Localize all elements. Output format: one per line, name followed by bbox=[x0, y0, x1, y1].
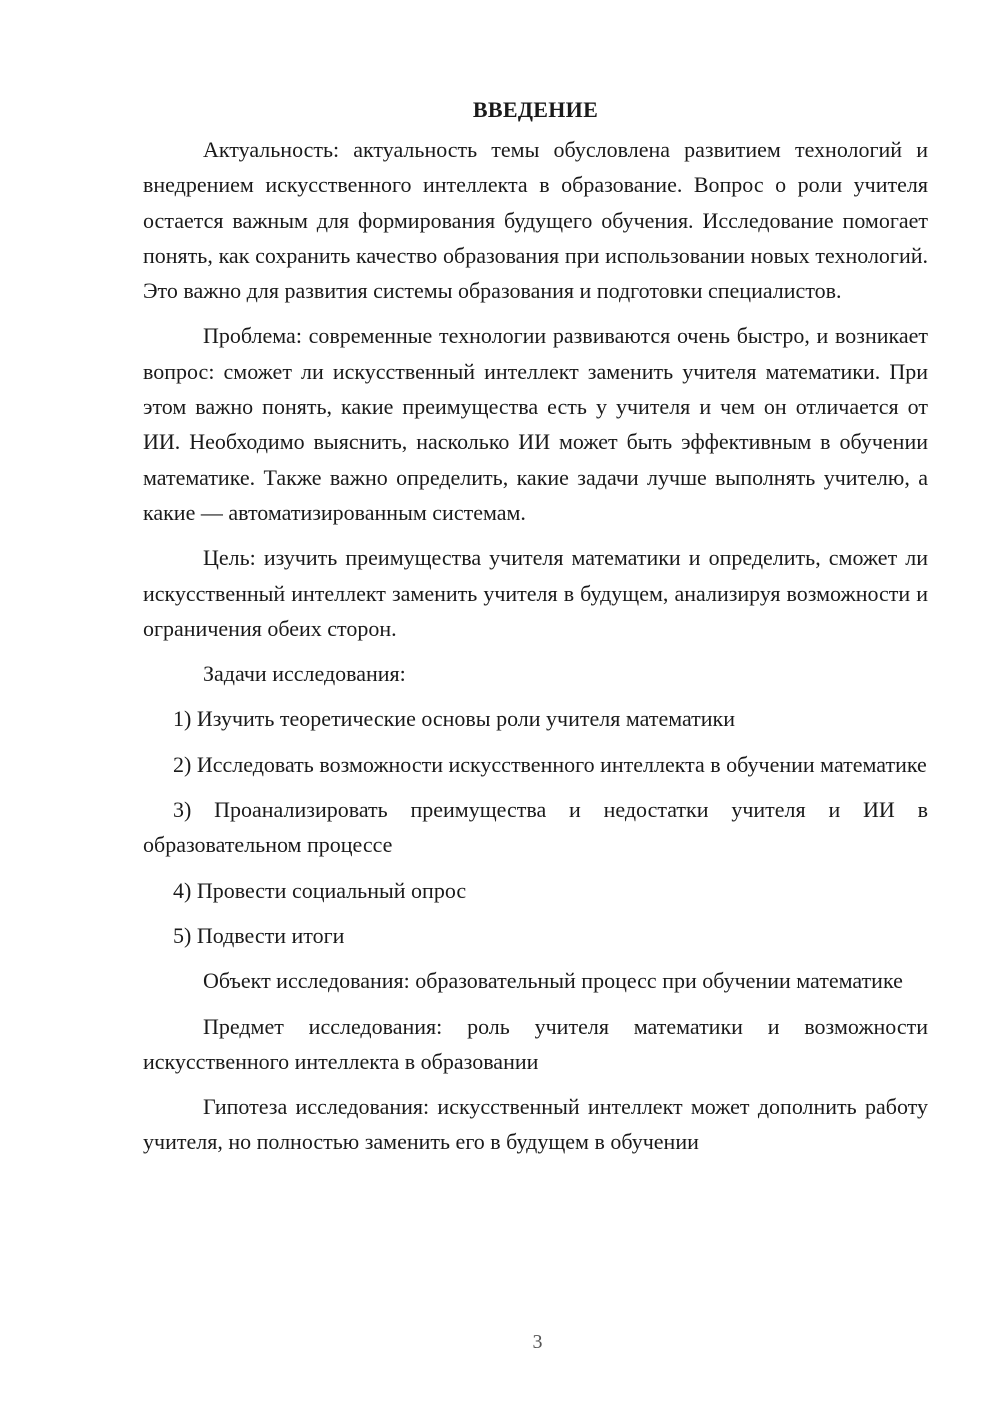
section-title: ВВЕДЕНИЕ bbox=[472, 97, 599, 122]
paragraph-hypothesis: Гипотеза исследования: искусственный интеллект может дополнить работу учителя, но полностью заменить его в будущем в обучении bbox=[143, 1094, 928, 1155]
list-item: 2) Исследовать возможности искусственного интеллекта в обучении математике bbox=[173, 751, 927, 777]
paragraph-problem: Проблема: современные технологии развиваются очень быстро, и возникает вопрос: сможет ли искусственный интеллект заменить учителя математики. При этом важно понять, какие преимущества есть у учителя и чем он отличается от ИИ. Необходимо выяснить, насколько ИИ может быть эффективным в обучении математике. Также важно определить, какие задачи лучше выполнять учителю, а какие — автоматизированным системам. bbox=[143, 323, 928, 525]
paragraph-subject: Предмет исследования: роль учителя математики и возможности искусственного интеллекта в образовании bbox=[143, 1013, 928, 1074]
tasks-list bbox=[143, 701, 928, 953]
paragraph-goal: Цель: изучить преимущества учителя математики и определить, сможет ли искусственный интеллект заменить учителя в будущем, анализируя возможности и ограничения обеих сторон. bbox=[143, 545, 928, 641]
page-number: 3 bbox=[532, 1331, 543, 1353]
document-page bbox=[143, 92, 928, 1170]
list-item: 5) Подвести итоги bbox=[173, 922, 345, 948]
list-item: 3) Проанализировать преимущества и недостатки учителя и ИИ в образовательном процессе bbox=[143, 797, 928, 858]
list-item: 1) Изучить теоретические основы роли учителя математики bbox=[173, 706, 736, 732]
paragraph-relevance: Актуальность: актуальность темы обусловлена развитием технологий и внедрением искусственного интеллекта в образование. Вопрос о роли учителя остается важным для формирования будущего обучения. Исследование помогает понять, как сохранить качество образования при использовании новых технологий. Это важно для развития системы образования и подготовки специалистов. bbox=[143, 137, 928, 304]
paragraph-tasks-heading: Задачи исследования: bbox=[203, 661, 406, 687]
list-item: 4) Провести социальный опрос bbox=[173, 877, 467, 903]
paragraph-object: Объект исследования: образовательный процесс при обучении математике bbox=[203, 968, 903, 994]
